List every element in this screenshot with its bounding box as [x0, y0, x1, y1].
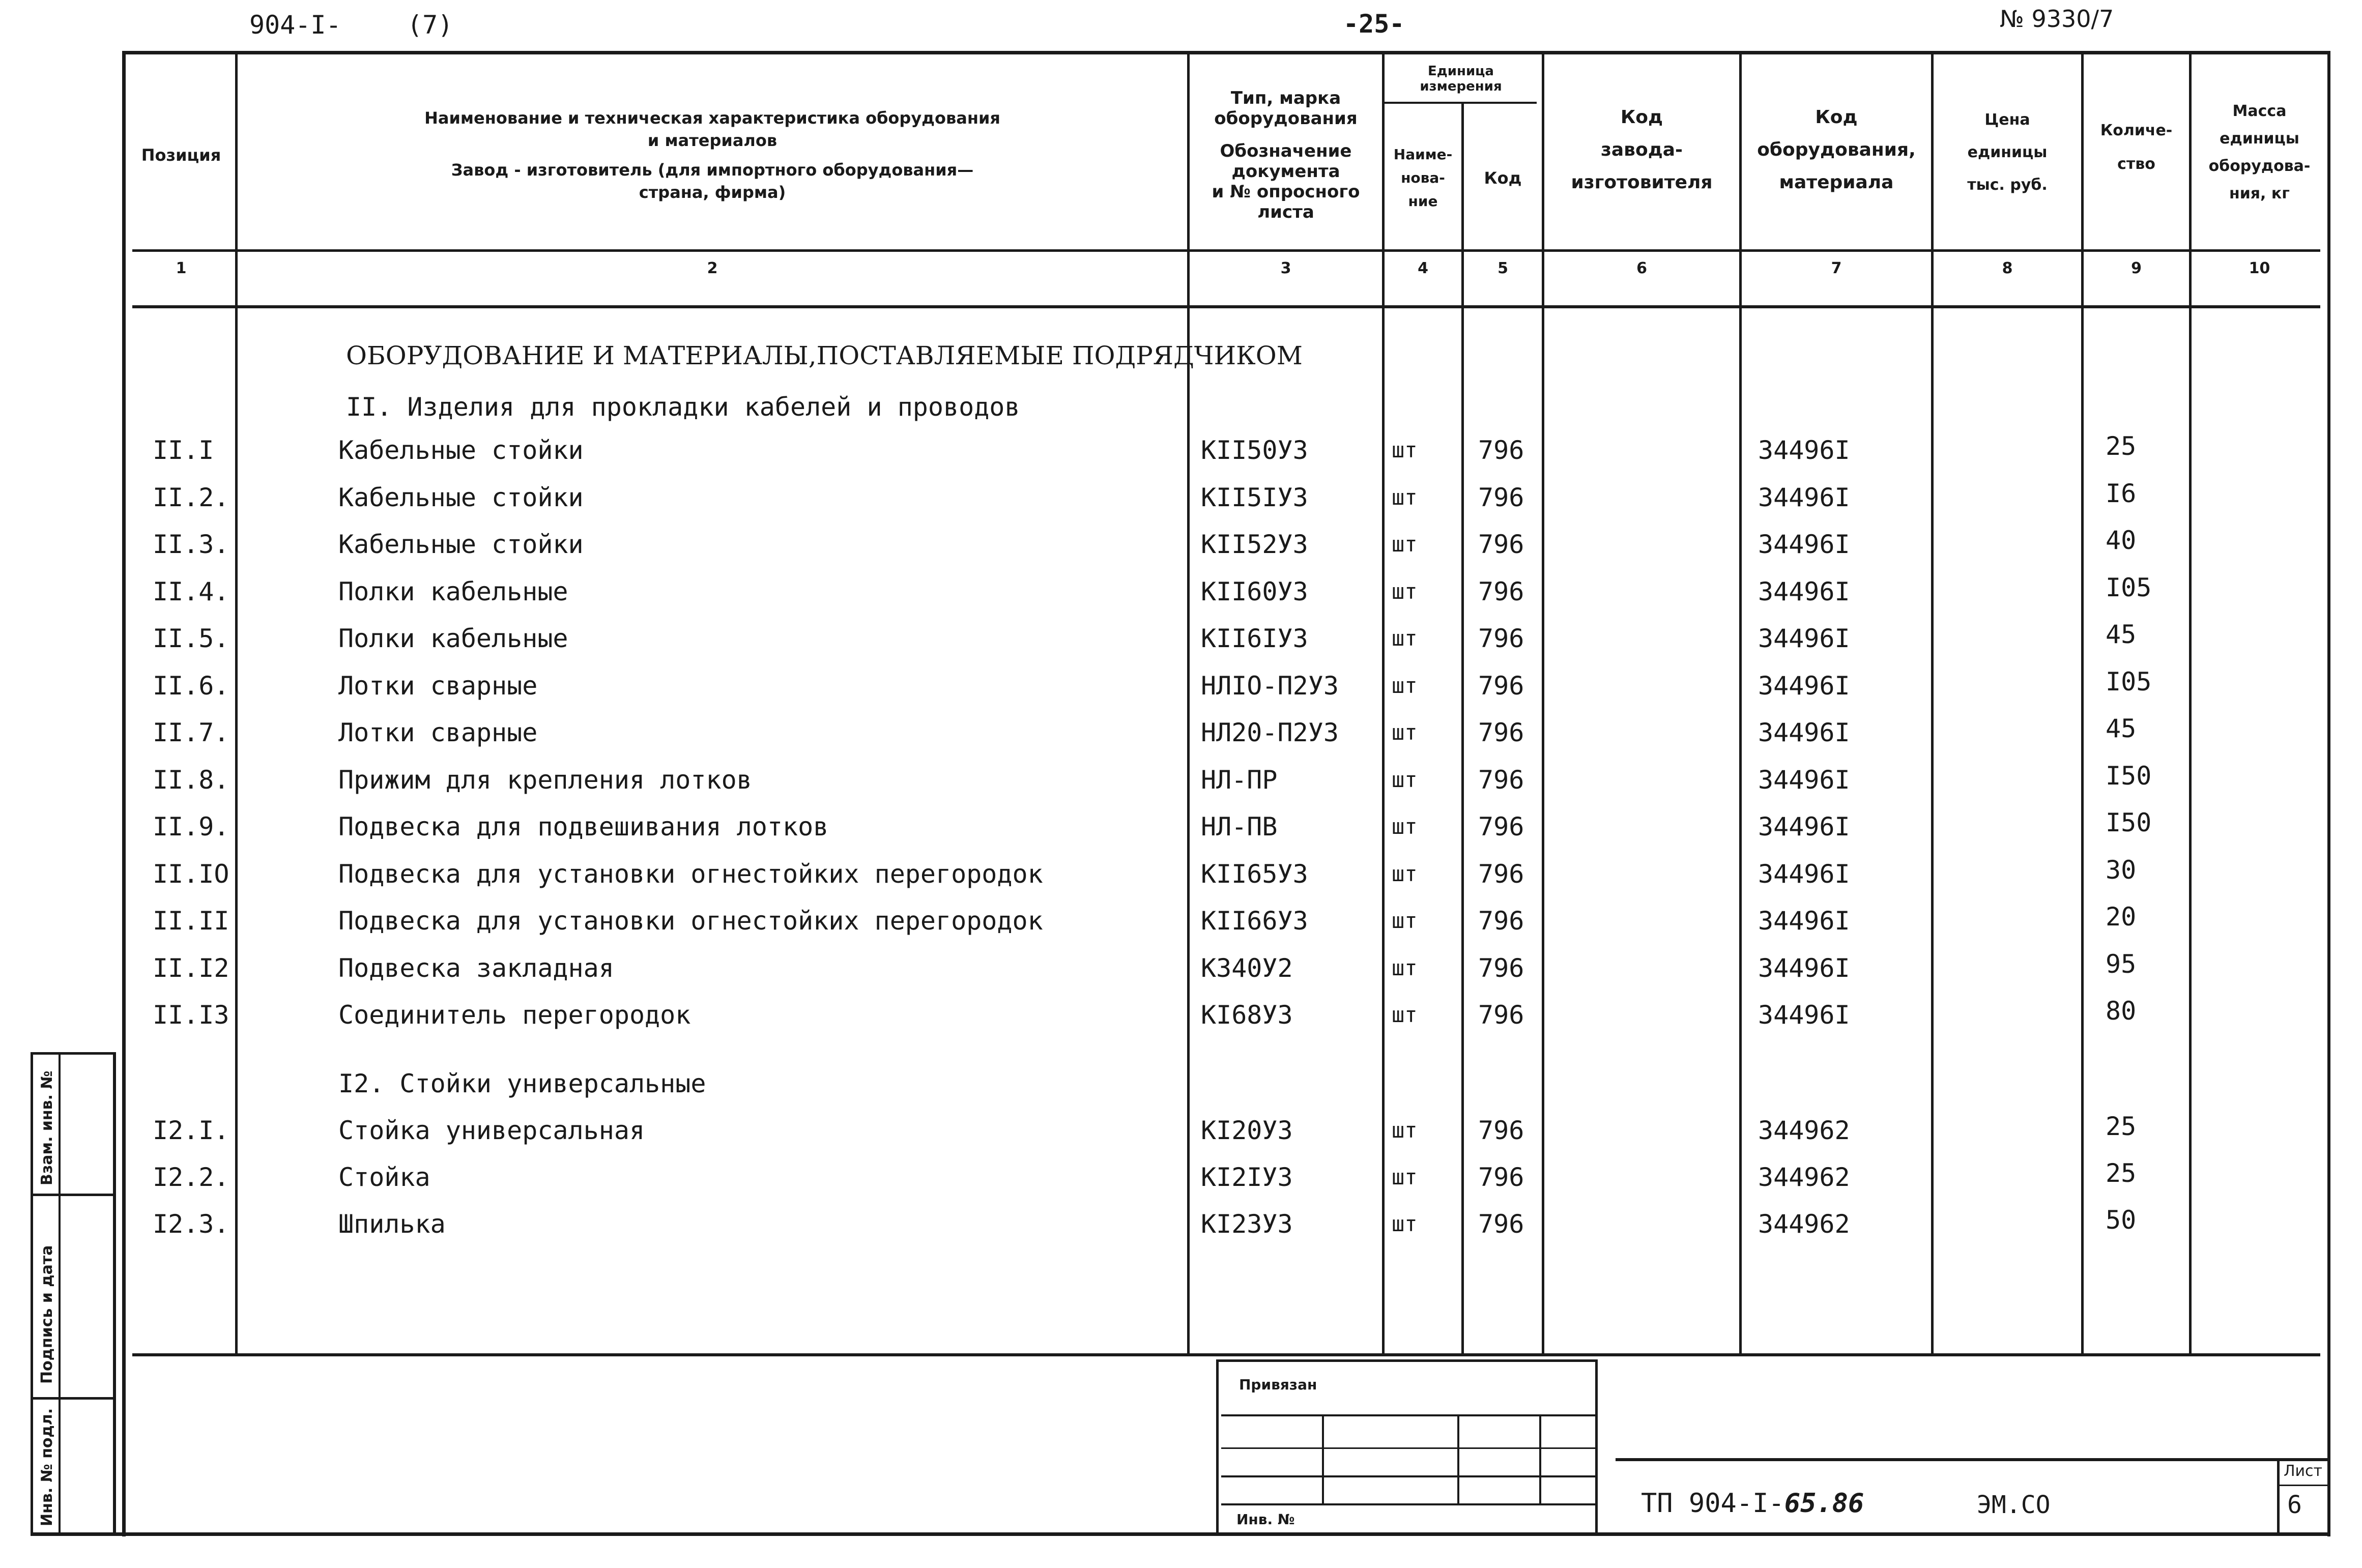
cell-name: Подвеска закладная	[338, 953, 614, 983]
header-factory-code: Код завода- изготовителя	[1571, 107, 1713, 193]
cell-name: Соединитель перегородок	[338, 1000, 691, 1030]
cell-name: Подвеска для установки огнестойких перегородок	[338, 859, 1043, 889]
cell-unit: шт	[1392, 861, 1418, 886]
cell-type: НЛ-ПР	[1201, 765, 1278, 795]
cell-position: I2.I.	[153, 1116, 229, 1145]
col-div-1	[235, 51, 238, 1353]
cell-unit-code: 796	[1478, 718, 1524, 747]
stamp-line	[1221, 1503, 1595, 1505]
cell-type: KII60У3	[1201, 576, 1308, 606]
cell-material-code: 344962	[1758, 1209, 1850, 1239]
cell-position: II.I3	[153, 1000, 229, 1030]
header-name: Наименование и техническая характеристика оборудования и материалов Завод - изготовитель (для импортного оборудования— страна, фирма)	[424, 108, 1000, 202]
cell-unit: шт	[1392, 1002, 1418, 1027]
side-stamp-inner	[59, 1052, 61, 1535]
header-unit-group: Единица измерения	[1420, 64, 1502, 94]
header-unit-name: Наиме- нова- ние	[1393, 146, 1453, 210]
cell-type: KI23У3	[1201, 1209, 1293, 1239]
cell-type: KII65У3	[1201, 859, 1308, 889]
cell-quantity: 45	[2106, 714, 2137, 743]
header-quantity: Количе- ство	[2100, 122, 2173, 173]
document-number: № 9330/7	[2000, 5, 2114, 33]
cell-quantity: I50	[2106, 808, 2152, 837]
cell-quantity: 25	[2106, 1112, 2137, 1141]
cell-position: II.5.	[153, 624, 229, 653]
col-div-5	[1542, 51, 1544, 1353]
frame-top	[122, 51, 2330, 54]
cell-quantity: I05	[2106, 572, 2152, 602]
cell-quantity: 40	[2106, 526, 2137, 555]
cell-quantity: 25	[2106, 431, 2137, 461]
cell-unit: шт	[1392, 955, 1418, 980]
cell-name: Стойка	[338, 1163, 430, 1192]
colnum-6: 6	[1636, 259, 1647, 277]
cell-position: II.8.	[153, 765, 229, 795]
cell-material-code: 344962	[1758, 1116, 1850, 1145]
side-stamp-sep2	[31, 1397, 116, 1400]
page-number: -25-	[1343, 9, 1405, 39]
stamp-box-top	[1216, 1359, 1598, 1362]
title-block-line	[1616, 1458, 2328, 1461]
cell-name: Стойка универсальная	[338, 1116, 645, 1145]
cell-quantity: 45	[2106, 620, 2137, 649]
stamp-vline	[1539, 1414, 1541, 1503]
cell-type: НЛ20-П2У3	[1201, 718, 1339, 747]
cell-quantity: I50	[2106, 761, 2152, 791]
cell-quantity: 30	[2106, 855, 2137, 885]
side-label-podpis: Подпись и дата	[38, 1245, 56, 1384]
sheet-cell-mid	[2277, 1485, 2328, 1486]
cell-unit-code: 796	[1478, 1116, 1524, 1145]
colnum-2: 2	[707, 259, 718, 277]
document-code-handwritten: 65.86	[1784, 1488, 1864, 1519]
side-stamp-top	[31, 1052, 116, 1055]
cell-unit-code: 796	[1478, 1209, 1524, 1239]
cell-name: Кабельные стойки	[338, 530, 584, 559]
colnum-5: 5	[1497, 259, 1508, 277]
cell-name: Подвеска для установки огнестойких перегородок	[338, 906, 1043, 936]
cell-position: II.4.	[153, 576, 229, 606]
colnum-7: 7	[1831, 259, 1842, 277]
cell-unit-code: 796	[1478, 624, 1524, 653]
stamp-inv-label: Инв. №	[1236, 1511, 1295, 1528]
cell-type: KII5IУ3	[1201, 482, 1308, 512]
header-mass: Масса единицы оборудова- ния, кг	[2208, 102, 2311, 202]
frame-bottom	[31, 1532, 2330, 1536]
document-code-prefix: ТП 904-I-	[1641, 1488, 1784, 1519]
stamp-box-right	[1595, 1359, 1598, 1532]
cell-position: II.IO	[153, 859, 229, 889]
frame-right	[2327, 51, 2330, 1536]
document-mark: ЭМ.СО	[1977, 1491, 2051, 1519]
sheet-label: Лист	[2284, 1462, 2323, 1480]
cell-position: II.9.	[153, 812, 229, 841]
group-title: I2. Стойки универсальные	[338, 1069, 706, 1098]
cell-material-code: 34496I	[1758, 1000, 1850, 1030]
cell-type: K340У2	[1201, 953, 1293, 983]
cell-unit: шт	[1392, 1165, 1418, 1189]
cell-type: KII6IУ3	[1201, 624, 1308, 653]
cell-material-code: 34496I	[1758, 953, 1850, 983]
colnum-3: 3	[1280, 259, 1291, 277]
series-label: 904-I-	[249, 10, 341, 40]
cell-unit-code: 796	[1478, 576, 1524, 606]
cell-name: Полки кабельные	[338, 576, 568, 606]
stamp-linked-label: Привязан	[1239, 1376, 1317, 1393]
cell-unit: шт	[1392, 720, 1418, 745]
cell-name: Подвеска для подвешивания лотков	[338, 812, 829, 841]
cell-unit-code: 796	[1478, 1000, 1524, 1030]
stamp-vline	[1322, 1414, 1324, 1503]
cell-unit: шт	[1392, 767, 1418, 792]
cell-quantity: 20	[2106, 902, 2137, 932]
cell-material-code: 34496I	[1758, 906, 1850, 936]
colnum-10: 10	[2249, 259, 2270, 277]
side-stamp-left	[31, 1052, 33, 1535]
header-material-code: Код оборудования, материала	[1757, 107, 1916, 193]
cell-unit: шт	[1392, 578, 1418, 604]
header-position: Позиция	[141, 146, 221, 165]
cell-quantity: 50	[2106, 1205, 2137, 1235]
cell-position: I2.2.	[153, 1163, 229, 1192]
colnum-1: 1	[176, 259, 187, 277]
cell-material-code: 34496I	[1758, 530, 1850, 559]
side-label-vzam: Взам. инв. №	[38, 1070, 56, 1185]
cell-unit: шт	[1392, 1211, 1418, 1236]
cell-unit-code: 796	[1478, 953, 1524, 983]
cell-unit: шт	[1392, 1118, 1418, 1143]
unit-group-line	[1384, 102, 1537, 104]
cell-position: II.7.	[153, 718, 229, 747]
cell-type: KII66У3	[1201, 906, 1308, 936]
col-div-3	[1382, 51, 1385, 1353]
cell-unit: шт	[1392, 438, 1418, 462]
cell-type: KII50У3	[1201, 435, 1308, 465]
colnum-9: 9	[2131, 259, 2142, 277]
group-title: II. Изделия для прокладки кабелей и проводов	[346, 392, 1020, 422]
cell-name: Прижим для крепления лотков	[338, 765, 752, 795]
cell-unit-code: 796	[1478, 671, 1524, 701]
cell-material-code: 34496I	[1758, 576, 1850, 606]
cell-unit-code: 796	[1478, 859, 1524, 889]
col-div-4	[1461, 102, 1464, 1353]
cell-type: KI20У3	[1201, 1116, 1293, 1145]
cell-unit: шт	[1392, 814, 1418, 839]
cell-quantity: I6	[2106, 478, 2137, 508]
cell-position: I2.3.	[153, 1209, 229, 1239]
colnum-sep	[132, 305, 2320, 308]
cell-unit: шт	[1392, 673, 1418, 698]
header-price: Цена единицы тыс. руб.	[1967, 111, 2048, 194]
cell-type: KII52У3	[1201, 530, 1308, 559]
header-type: Тип, марка оборудования Обозначение документа и № опросного листа	[1212, 88, 1360, 222]
cell-position: II.I	[153, 435, 214, 465]
cell-position: II.6.	[153, 671, 229, 701]
cell-name: Шпилька	[338, 1209, 446, 1239]
cell-unit: шт	[1392, 532, 1418, 557]
cell-position: II.II	[153, 906, 229, 936]
cell-material-code: 34496I	[1758, 482, 1850, 512]
cell-quantity: 80	[2106, 996, 2137, 1026]
colnum-8: 8	[2002, 259, 2013, 277]
cell-name: Полки кабельные	[338, 624, 568, 653]
cell-unit: шт	[1392, 626, 1418, 651]
frame-left	[122, 51, 126, 1536]
cell-unit: шт	[1392, 908, 1418, 933]
sheet-number: 6	[2287, 1491, 2302, 1519]
side-stamp-right	[113, 1052, 116, 1535]
cell-material-code: 34496I	[1758, 859, 1850, 889]
header-unit-code: Код	[1484, 168, 1522, 188]
side-label-inv-podl: Инв. № подл.	[38, 1408, 56, 1526]
cell-material-code: 344962	[1758, 1163, 1850, 1192]
cell-unit-code: 796	[1478, 765, 1524, 795]
table-bottom	[132, 1353, 2320, 1356]
cell-position: II.2.	[153, 482, 229, 512]
side-stamp-sep1	[31, 1194, 116, 1196]
colnum-4: 4	[1418, 259, 1428, 277]
cell-unit-code: 796	[1478, 435, 1524, 465]
cell-material-code: 34496I	[1758, 765, 1850, 795]
cell-quantity: 25	[2106, 1158, 2137, 1188]
cell-material-code: 34496I	[1758, 812, 1850, 841]
cell-material-code: 34496I	[1758, 671, 1850, 701]
col-div-6	[1739, 51, 1742, 1353]
cell-material-code: 34496I	[1758, 435, 1850, 465]
cell-name: Лотки сварные	[338, 671, 538, 701]
cell-unit-code: 796	[1478, 906, 1524, 936]
cell-name: Лотки сварные	[338, 718, 538, 747]
cell-type: НЛIO-П2У3	[1201, 671, 1339, 701]
cell-type: НЛ-ПВ	[1201, 812, 1278, 841]
cell-unit-code: 796	[1478, 812, 1524, 841]
cell-position: II.3.	[153, 530, 229, 559]
cell-position: II.I2	[153, 953, 229, 983]
cell-material-code: 34496I	[1758, 718, 1850, 747]
header-sep	[132, 249, 2320, 252]
cell-unit-code: 796	[1478, 482, 1524, 512]
col-div-9	[2189, 51, 2192, 1353]
document-code	[1641, 1488, 1864, 1519]
col-div-7	[1931, 51, 1934, 1353]
stamp-vline	[1457, 1414, 1459, 1503]
section-title: ОБОРУДОВАНИЕ И МАТЕРИАЛЫ,ПОСТАВЛЯЕМЫЕ ПОДРЯДЧИКОМ	[346, 341, 1303, 370]
cell-unit: шт	[1392, 484, 1418, 510]
cell-quantity: 95	[2106, 949, 2137, 979]
cell-name: Кабельные стойки	[338, 435, 584, 465]
cell-name: Кабельные стойки	[338, 482, 584, 512]
cell-type: KI68У3	[1201, 1000, 1293, 1030]
cell-material-code: 34496I	[1758, 624, 1850, 653]
sheet-cell-left	[2277, 1458, 2280, 1534]
cell-unit-code: 796	[1478, 1163, 1524, 1192]
cell-quantity: I05	[2106, 666, 2152, 696]
series-paren: (7)	[407, 10, 453, 40]
stamp-box-left	[1216, 1359, 1219, 1532]
col-div-8	[2081, 51, 2084, 1353]
cell-unit-code: 796	[1478, 530, 1524, 559]
col-div-2	[1187, 51, 1190, 1353]
cell-type: KI2IУ3	[1201, 1163, 1293, 1192]
